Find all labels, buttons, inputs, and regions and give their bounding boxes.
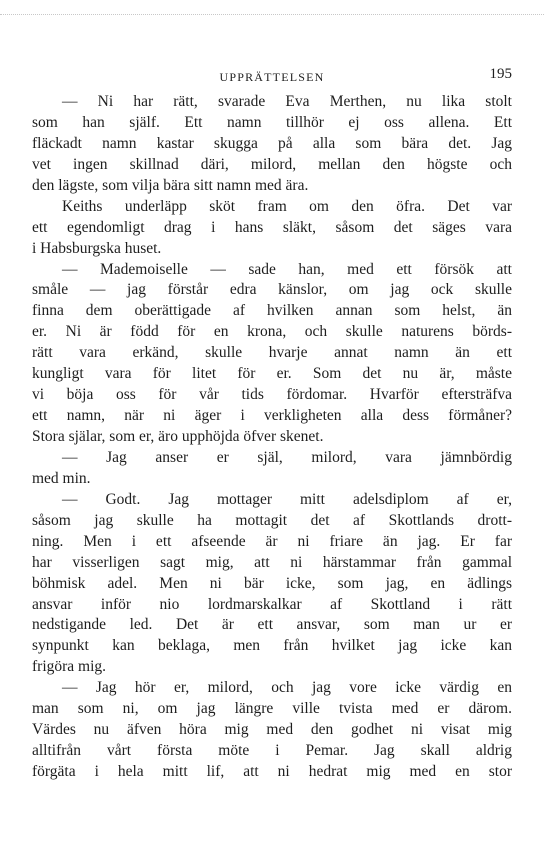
text-line: såsom jag skulle ha mottagit det af Skottlands drott- — [32, 511, 512, 529]
text-line: er. Ni är född för en krona, och skulle naturens börds- — [32, 323, 512, 341]
text-line: förgäta i hela mitt lif, att ni hedrat mig med en stor — [32, 763, 512, 780]
text-line: böhmisk adel. Men ni bär icke, som jag, en ädlings — [32, 574, 512, 592]
text-line: som han själf. Ett namn tillhör ej oss allena. Ett — [32, 113, 512, 131]
body-text — [32, 92, 512, 783]
scan-edge-rule — [0, 14, 544, 15]
running-title: UPPRÄTTELSEN — [219, 70, 325, 84]
text-line: nedstigande led. Det är ett ansvar, som man ur er — [32, 616, 512, 634]
text-line: Stora själar, som er, äro upphöjda öfver skenet. — [32, 428, 324, 445]
text-line: — Jag anser er själ, milord, vara jämnbördig — [62, 448, 512, 466]
text-line: rätt vara erkänd, skulle hvarje annat namn än ett — [32, 344, 512, 362]
text-line: ning. Men i ett afseende är ni friare än jag. Er far — [32, 532, 512, 550]
text-line: kungligt vara för litet för er. Som det nu är, måste — [32, 365, 512, 383]
text-line: i Habsburgska huset. — [32, 239, 162, 257]
text-line: vi böja oss för vår tids fördomar. Hvarför eftersträfva — [32, 386, 512, 404]
text-line: finna dem oberättigade af hvilken annan som helst, än — [32, 302, 512, 320]
text-line: — Ni har rätt, svarade Eva Merthen, nu lika stolt — [62, 93, 512, 110]
text-line: har visserligen sagt mig, att ni härstammar från gammal — [32, 553, 512, 571]
text-line: med min. — [32, 469, 91, 487]
page-number: 195 — [489, 66, 512, 82]
text-line: ett namn, när ni äger i verkligheten alla dess förmåner? — [32, 407, 512, 425]
text-line: alltifrån vårt första möte i Pemar. Jag skall aldrig — [32, 742, 512, 760]
text-line: Keiths underläpp sköt fram om den öfra. Det var — [62, 197, 512, 215]
text-line: den lägste, som vilja bära sitt namn med ära. — [32, 176, 309, 194]
text-line: — Godt. Jag mottager mitt adelsdiplom af er, — [62, 490, 512, 508]
text-line: Värdes nu äfven höra mig med den godhet ni visat mig — [32, 721, 512, 739]
text-line: synpunkt kan beklaga, men från hvilket jag icke kan — [32, 637, 512, 655]
text-line: — Mademoiselle — sade han, med ett försök att — [62, 260, 512, 278]
text-line: frigöra mig. — [32, 658, 107, 676]
running-head — [32, 66, 512, 88]
text-line: fläckadt namn kastar skugga på alla som bära det. Jag — [32, 134, 512, 152]
text-line: vet ingen skillnad däri, milord, mellan den högste och — [32, 155, 512, 173]
text-line: — Jag hör er, milord, och jag vore icke värdig en — [62, 679, 512, 697]
text-line: småle — jag förstår edra känslor, om jag ock skulle — [32, 281, 512, 299]
text-line: ett egendomligt drag i hans släkt, såsom det säges vara — [32, 218, 512, 236]
text-line: man som ni, om jag längre ville tvista med er därom. — [32, 700, 512, 718]
text-line: ansvar inför nio lordmarskalkar af Skottland i rätt — [32, 595, 512, 613]
